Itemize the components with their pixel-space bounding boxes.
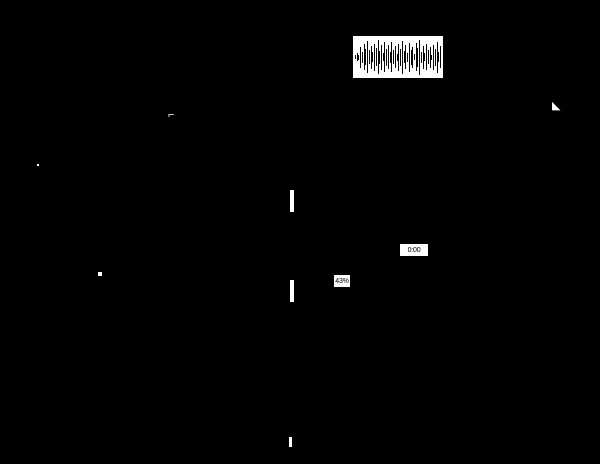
waveform-bar [440,46,441,68]
marker-tick-upper [290,190,294,212]
marker-tick-middle [290,280,294,302]
waveform-bars [353,36,443,78]
dot-marker-left [37,164,39,166]
marker-tick-lower [289,437,292,447]
cursor-icon: ⌐ [168,109,175,121]
corner-arrow-icon: ◣ [552,100,561,112]
dot-marker-lower-left [98,272,102,276]
readout-chip: 0:00 [400,244,428,256]
status-chip: 43% [334,275,350,287]
audio-waveform-panel[interactable] [353,36,443,78]
